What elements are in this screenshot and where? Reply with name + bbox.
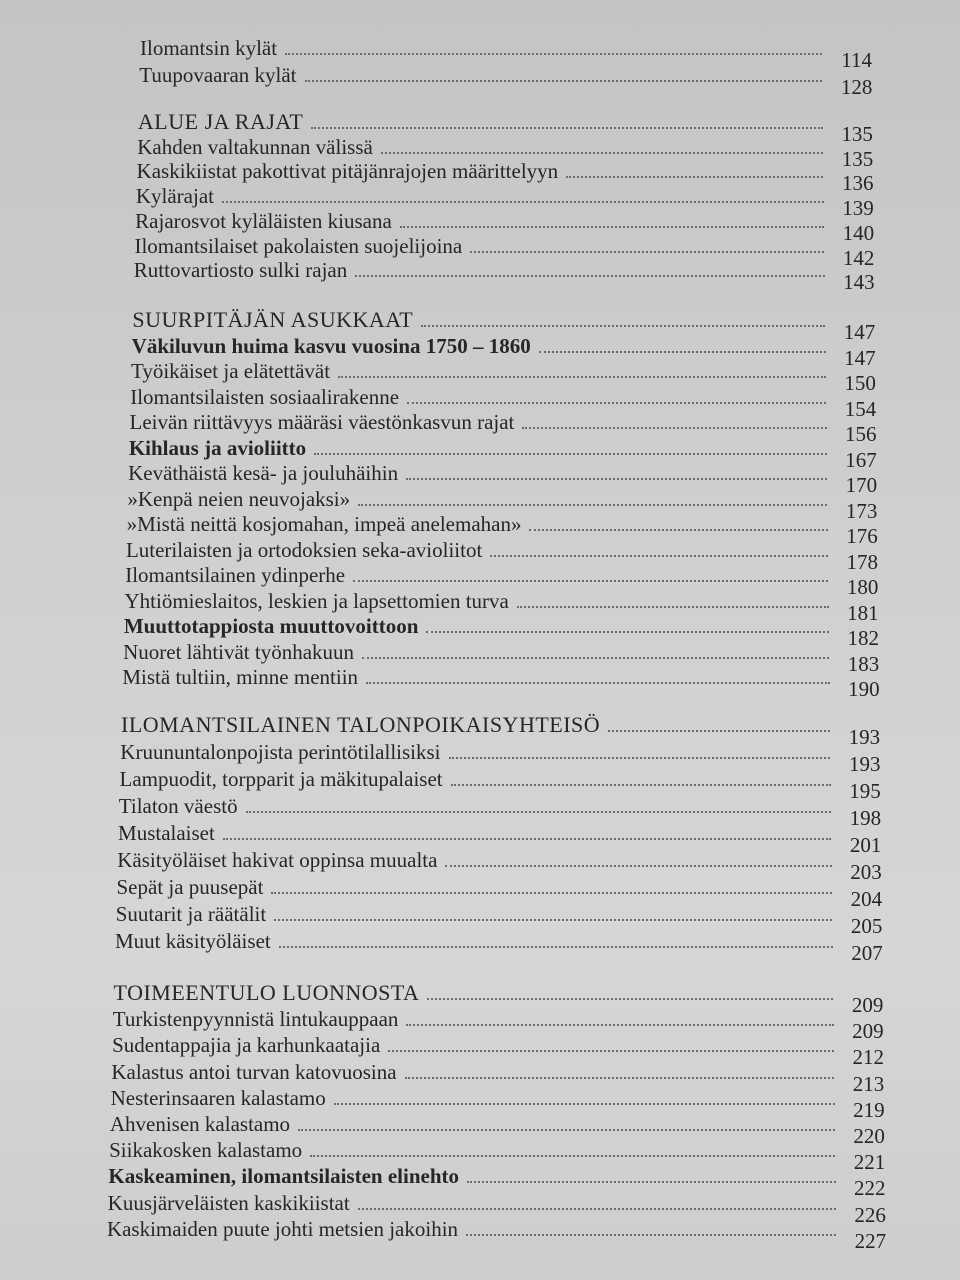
dot-leader (467, 1181, 836, 1183)
toc-entry-title: Keväthäistä kesä- ja jouluhäihin (128, 461, 399, 485)
dot-leader (314, 453, 827, 455)
toc-page-number: 220 (853, 1124, 885, 1148)
toc-entry (130, 357, 876, 395)
toc-entry-title: Yhtiömieslaitos, leskien ja lapsettomien turva (124, 588, 509, 613)
toc-entry (125, 536, 879, 574)
dot-leader (608, 730, 830, 732)
toc-page-number: 114 (841, 48, 872, 72)
toc-entry-title: Ilomantsilaisten sosiaalirakenne (130, 384, 400, 409)
dot-leader (566, 176, 823, 178)
dot-leader (406, 1024, 833, 1026)
toc-page-number: 226 (854, 1202, 886, 1227)
dot-leader (451, 784, 831, 786)
toc-entry (133, 256, 875, 295)
toc-page-number: 227 (854, 1228, 887, 1253)
dot-leader (246, 811, 832, 813)
toc-entry-title: Työikäiset ja elätettävät (130, 359, 331, 383)
dot-leader (406, 478, 827, 480)
toc-entry (137, 133, 874, 171)
toc-entry (122, 663, 880, 701)
toc-entry (118, 819, 882, 857)
toc-entry-title: Sudentappajia ja karhunkaatajia (112, 1033, 381, 1058)
toc-entry (128, 459, 878, 497)
toc-entry-title: Mistä tultiin, minne mentiin (122, 665, 359, 689)
toc-page-number: 142 (842, 245, 875, 270)
toc-entry-title: »Mistä neittä kosjomahan, impeä anelemahan» (126, 512, 522, 536)
toc-entry-title: ILOMANTSILAINEN TALONPOIKAISYHTEISÖ (121, 712, 601, 737)
toc-entry (130, 383, 877, 421)
toc-entry (106, 1215, 887, 1253)
dot-leader (470, 251, 824, 253)
toc-section-heading (132, 306, 876, 344)
toc-page-number: 173 (845, 498, 878, 523)
toc-entry-title: Leivän riittävyys määräsi väestönkasvun rajat (129, 410, 515, 434)
toc-entry (112, 1005, 884, 1044)
toc-page-number: 221 (853, 1150, 886, 1175)
toc-entry-title: Luterilaisten ja ortodoksien seka-avioliitot (125, 537, 483, 562)
dot-leader (362, 657, 829, 659)
toc-page-number: 140 (842, 220, 875, 245)
dot-leader (490, 555, 828, 557)
dot-leader (449, 757, 831, 759)
toc-entry-title: Kruununtalonpojista perintötilallisiksi (120, 740, 441, 764)
dot-leader (407, 402, 826, 404)
dot-leader (539, 351, 826, 353)
toc-entry (112, 1031, 884, 1070)
toc-page-number: 180 (846, 575, 879, 599)
toc-entry-title: Ruttovartiosto sulki rajan (133, 258, 348, 283)
dot-leader (466, 1234, 836, 1236)
toc-entry-title: Muuttotappiosta muuttovoittoon (123, 614, 419, 638)
toc-entry (110, 1084, 885, 1122)
toc-page-number: 205 (850, 914, 883, 938)
toc-entry (119, 765, 881, 803)
toc-entry (123, 612, 879, 650)
toc-entry-title: Ahvenisen kalastamo (109, 1112, 291, 1136)
toc-entry (114, 927, 883, 965)
toc-page-number: 190 (848, 677, 880, 701)
toc-entry-title: Nuoret lähtivät työnhakuun (123, 639, 355, 664)
toc-entry-title: »Kenpä neien neuvojaksi» (127, 486, 351, 511)
dot-leader (338, 376, 826, 378)
toc-page-number: 182 (847, 626, 879, 650)
toc-page-number: 219 (853, 1097, 885, 1122)
toc-page-number: 167 (845, 447, 877, 472)
toc-entry-title: Muut käsityöläiset (114, 929, 271, 953)
toc-page-number: 178 (846, 549, 879, 574)
toc-entry (136, 157, 874, 196)
toc-entry-title: Kaskeaminen, ilomantsilaisten elinehto (108, 1164, 459, 1189)
toc-entry-title: Kuusjärveläisten kaskikiistat (107, 1190, 350, 1215)
dot-leader (405, 1077, 835, 1079)
toc-page-number: 212 (852, 1045, 884, 1070)
toc-entry (108, 1162, 886, 1201)
dot-leader (366, 682, 830, 684)
toc-section-heading (137, 108, 873, 146)
dot-leader (298, 1129, 835, 1131)
toc-entry (129, 408, 877, 446)
toc-page-number: 176 (846, 524, 878, 548)
toc-section-heading (121, 711, 881, 749)
dot-leader (305, 80, 823, 82)
toc-page-number: 201 (849, 833, 882, 857)
toc-entry (111, 1058, 885, 1096)
toc-entry-title: Mustalaiset (118, 821, 215, 845)
toc-entry (139, 61, 873, 99)
toc-entry-title: Sepät ja puusepät (116, 875, 264, 899)
toc-entry-title: Tuupovaaran kylät (139, 63, 297, 87)
toc-entry (115, 900, 883, 938)
toc-page-number: 213 (852, 1071, 885, 1096)
toc-entry (140, 34, 872, 72)
toc-page-number: 204 (850, 887, 883, 911)
toc-entry (117, 846, 882, 884)
dot-leader (222, 201, 824, 203)
toc-page-number: 203 (850, 860, 882, 884)
dot-leader (522, 427, 826, 429)
toc-page-number: 193 (848, 725, 881, 749)
toc-page-number: 143 (843, 270, 875, 295)
dot-leader (311, 127, 823, 129)
toc-page-number: 156 (845, 422, 877, 446)
toc-entry (120, 738, 881, 776)
toc-entry-title: Ilomantsin kylät (140, 36, 278, 60)
toc-page-number: 135 (841, 146, 874, 171)
toc-entry (124, 587, 879, 625)
toc-entry-title: Käsityöläiset hakivat oppinsa muualta (117, 848, 438, 872)
toc-entry-title: Nesterinsaaren kalastamo (110, 1085, 326, 1110)
toc-entry-title: ALUE JA RAJAT (137, 109, 304, 134)
toc-page-number: 183 (847, 651, 880, 676)
toc-entry (123, 638, 880, 676)
dot-leader (271, 892, 832, 894)
dot-leader (274, 919, 832, 921)
dot-leader (400, 226, 824, 228)
dot-leader (355, 275, 824, 277)
toc-entry (125, 561, 879, 599)
toc-entry-title: Turkistenpyynnistä lintukauppaan (112, 1007, 399, 1032)
toc-entry (131, 332, 876, 370)
dot-leader (517, 606, 829, 608)
toc-entry (118, 792, 882, 830)
toc-page-number: 195 (849, 779, 881, 803)
dot-leader (388, 1050, 834, 1052)
dot-leader (358, 504, 827, 506)
dot-leader (334, 1103, 835, 1105)
dot-leader (353, 580, 828, 582)
toc-page-number: 150 (844, 371, 876, 395)
toc-page-number: 181 (847, 600, 879, 625)
toc-entry-title: Kylärajat (135, 184, 214, 209)
toc-entry-title: Kihlaus ja avioliitto (128, 435, 307, 460)
toc-page-number: 207 (851, 941, 883, 965)
toc-entry-title: SUURPITÄJÄN ASUKKAAT (132, 307, 414, 332)
toc-entry-title: Ilomantsilainen ydinperhe (125, 563, 346, 587)
toc-page-number: 198 (849, 806, 882, 830)
dot-leader (445, 865, 831, 867)
toc-entry-title: Väkiluvun huima kasvu vuosina 1750 – 1860 (131, 333, 531, 358)
toc-entry (116, 873, 883, 911)
toc-entry-title: Tilaton väestö (118, 794, 238, 818)
toc-page-number: 136 (841, 171, 874, 196)
toc-section-heading (113, 979, 884, 1017)
toc-entry (128, 434, 877, 472)
toc-entry-title: Kalastus antoi turvan katovuosina (111, 1059, 397, 1084)
toc-page-number: 128 (840, 75, 873, 99)
dot-leader (358, 1208, 836, 1210)
dot-leader (381, 152, 823, 154)
dot-leader (310, 1155, 835, 1157)
toc-entry (107, 1189, 886, 1227)
toc-entry-title: Ilomantsilaiset pakolaisten suojelijoina (134, 233, 463, 258)
dot-leader (421, 325, 825, 327)
dot-leader (285, 53, 822, 55)
dot-leader (426, 631, 829, 633)
toc-page-number: 209 (852, 1019, 884, 1044)
toc-entry (109, 1110, 885, 1148)
toc-entry-title: Kahden valtakunnan välissä (137, 134, 373, 159)
toc-page-number: 147 (843, 320, 876, 344)
toc-page-number: 222 (854, 1176, 886, 1201)
toc-entry (134, 232, 875, 270)
toc-entry-title: Kaskimaiden puute johti metsien jakoihin (106, 1216, 459, 1241)
toc-entry (109, 1136, 886, 1175)
toc-entry-title: Lampuodit, torpparit ja mäkitupalaiset (119, 767, 443, 791)
toc-page-number: 209 (851, 993, 884, 1017)
dot-leader (279, 946, 833, 948)
toc-page-number: 154 (844, 396, 877, 421)
toc-page-number: 135 (841, 122, 873, 146)
toc-entry (135, 207, 875, 245)
toc-page-number: 139 (842, 196, 874, 221)
toc-entry-title: Siikakosken kalastamo (109, 1138, 303, 1163)
toc-entry (126, 510, 878, 548)
toc-entry-title: Suutarit ja räätälit (115, 902, 267, 926)
toc-page-number: 147 (844, 345, 876, 370)
toc-entry-title: TOIMEENTULO LUONNOSTA (113, 980, 420, 1005)
toc-page-number: 170 (845, 473, 878, 497)
toc-page-number: 193 (848, 752, 881, 776)
toc-entry-title: Kaskikiistat pakottivat pitäjänrajojen määrittelyyn (136, 159, 559, 184)
toc-entry-title: Rajarosvot kyläläisten kiusana (135, 208, 392, 233)
dot-leader (529, 529, 827, 531)
dot-leader (427, 998, 833, 1000)
dot-leader (223, 838, 832, 840)
